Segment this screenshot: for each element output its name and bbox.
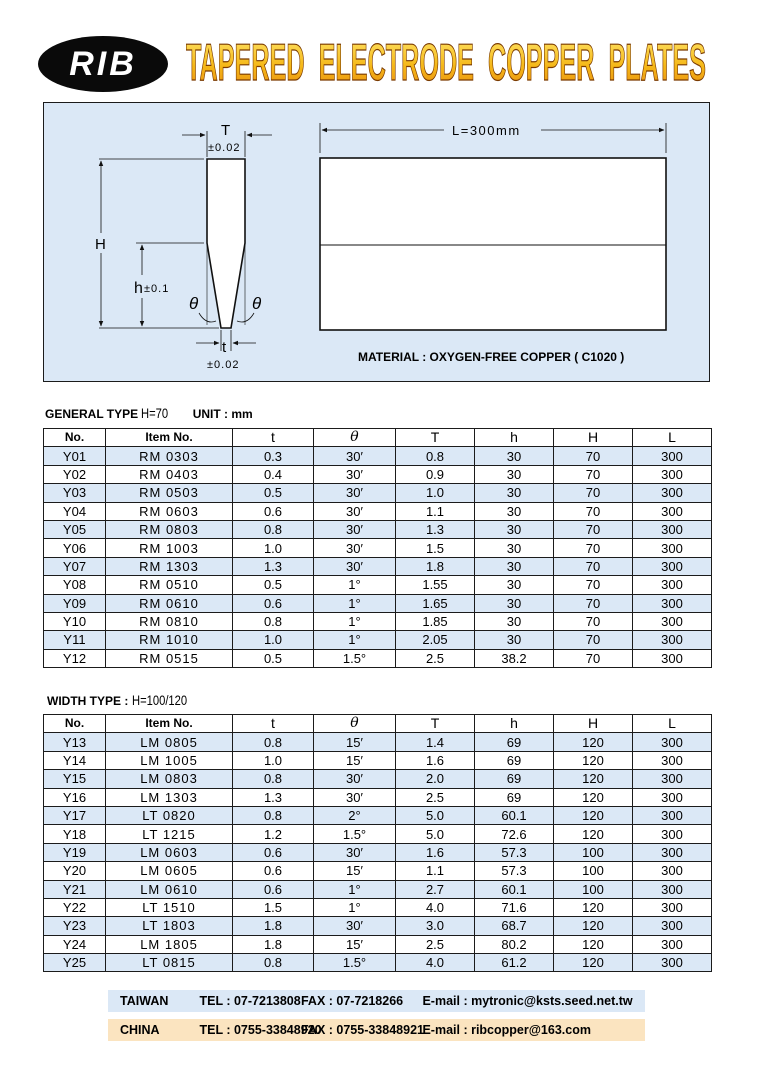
col-t-cell: 0.8 (233, 806, 314, 824)
col-no-cell: Y14 (44, 751, 106, 769)
width-type-h: H=100/120 (131, 692, 187, 708)
col-no-cell: Y25 (44, 954, 106, 972)
col-item-no-cell: LM 1805 (106, 935, 233, 953)
col-h-header: h (475, 715, 554, 733)
tolerance-T: ±0.02 (208, 142, 241, 154)
col-theta-cell: 1° (314, 594, 396, 612)
col-H-cell: 100 (554, 880, 633, 898)
table-row (44, 502, 712, 520)
col-H-cell: 70 (554, 557, 633, 575)
table-row (44, 612, 712, 630)
col-h-cell: 30 (475, 557, 554, 575)
col-item-no-cell: LM 0605 (106, 862, 233, 880)
col-T-cell: 1.6 (396, 751, 475, 769)
col-t-cell: 0.6 (233, 843, 314, 861)
col-t-cell: 0.3 (233, 447, 314, 465)
table-row (44, 806, 712, 824)
col-theta-cell: 1.5° (314, 825, 396, 843)
col-T-header: T (396, 429, 475, 447)
col-theta-cell: 30′ (314, 520, 396, 538)
col-L-cell: 300 (633, 843, 712, 861)
col-H-cell: 70 (554, 520, 633, 538)
col-no-cell: Y10 (44, 612, 106, 630)
col-T-cell: 2.5 (396, 788, 475, 806)
col-t-cell: 0.8 (233, 770, 314, 788)
col-h-cell: 30 (475, 484, 554, 502)
col-H-cell: 120 (554, 806, 633, 824)
col-h-cell: 30 (475, 502, 554, 520)
col-item-no-cell: RM 0810 (106, 612, 233, 630)
col-t-cell: 0.8 (233, 954, 314, 972)
table-row (44, 484, 712, 502)
col-T-cell: 1.8 (396, 557, 475, 575)
col-no-cell: Y18 (44, 825, 106, 843)
col-no-cell: Y01 (44, 447, 106, 465)
col-T-cell: 5.0 (396, 806, 475, 824)
col-item-no-cell: RM 1010 (106, 631, 233, 649)
col-no-cell: Y11 (44, 631, 106, 649)
table-row (44, 733, 712, 751)
col-h-cell: 30 (475, 594, 554, 612)
table-row (44, 954, 712, 972)
col-t-cell: 1.8 (233, 935, 314, 953)
table-row (44, 649, 712, 667)
col-H-cell: 70 (554, 649, 633, 667)
col-L-cell: 300 (633, 447, 712, 465)
col-item-no-cell: LT 1803 (106, 917, 233, 935)
col-theta-header: θ (314, 429, 396, 447)
col-H-cell: 70 (554, 631, 633, 649)
col-h-cell: 38.2 (475, 649, 554, 667)
table-row (44, 843, 712, 861)
col-theta-cell: 30′ (314, 557, 396, 575)
label-t: t (222, 339, 227, 356)
col-no-cell: Y19 (44, 843, 106, 861)
table-row (44, 751, 712, 769)
col-H-cell: 120 (554, 825, 633, 843)
col-no-cell: Y04 (44, 502, 106, 520)
col-no-cell: Y05 (44, 520, 106, 538)
table-row (44, 465, 712, 483)
col-no-cell: Y06 (44, 539, 106, 557)
general-type-h: H=70 (141, 405, 169, 421)
col-H-cell: 120 (554, 788, 633, 806)
col-H-cell: 70 (554, 594, 633, 612)
col-no-cell: Y17 (44, 806, 106, 824)
col-no-cell: Y16 (44, 788, 106, 806)
col-t-cell: 0.6 (233, 862, 314, 880)
label-h: h (134, 280, 143, 297)
col-H-header: H (554, 715, 633, 733)
col-T-cell: 4.0 (396, 954, 475, 972)
col-item-no-cell: LM 1005 (106, 751, 233, 769)
table-row (44, 788, 712, 806)
table-row (44, 862, 712, 880)
col-item-no-cell: LM 1303 (106, 788, 233, 806)
col-item-no-cell: RM 0610 (106, 594, 233, 612)
col-L-cell: 300 (633, 557, 712, 575)
col-T-cell: 2.0 (396, 770, 475, 788)
col-no-cell: Y09 (44, 594, 106, 612)
col-T-cell: 5.0 (396, 825, 475, 843)
col-H-cell: 70 (554, 465, 633, 483)
col-item-no-cell: LT 0820 (106, 806, 233, 824)
col-theta-cell: 30′ (314, 539, 396, 557)
plate-top-view (320, 158, 666, 330)
col-L-cell: 300 (633, 935, 712, 953)
col-theta-cell: 15′ (314, 751, 396, 769)
col-h-cell: 69 (475, 770, 554, 788)
col-L-cell: 300 (633, 502, 712, 520)
col-H-cell: 120 (554, 751, 633, 769)
col-t-cell: 1.2 (233, 825, 314, 843)
col-theta-cell: 1° (314, 880, 396, 898)
plate-profile (207, 159, 245, 328)
table-header (44, 429, 712, 447)
col-item-no-header: Item No. (106, 429, 233, 447)
col-no-cell: Y13 (44, 733, 106, 751)
col-theta-cell: 1.5° (314, 954, 396, 972)
col-item-no-cell: RM 1303 (106, 557, 233, 575)
col-H-cell: 70 (554, 502, 633, 520)
col-t-header: t (233, 715, 314, 733)
tolerance-h: ±0.1 (144, 283, 170, 295)
contact-location: CHINA (120, 1023, 160, 1037)
col-h-cell: 80.2 (475, 935, 554, 953)
col-H-cell: 120 (554, 954, 633, 972)
col-theta-cell: 15′ (314, 733, 396, 751)
col-t-cell: 1.8 (233, 917, 314, 935)
col-item-no-cell: LT 0815 (106, 954, 233, 972)
rib-logo (38, 36, 168, 92)
col-L-cell: 300 (633, 612, 712, 630)
col-t-cell: 1.3 (233, 788, 314, 806)
col-T-cell: 1.65 (396, 594, 475, 612)
col-H-cell: 70 (554, 539, 633, 557)
col-item-no-cell: LM 0603 (106, 843, 233, 861)
col-h-cell: 57.3 (475, 843, 554, 861)
col-no-cell: Y23 (44, 917, 106, 935)
col-L-cell: 300 (633, 788, 712, 806)
col-T-cell: 2.5 (396, 649, 475, 667)
col-L-cell: 300 (633, 484, 712, 502)
contact-china (108, 1019, 645, 1041)
col-t-cell: 0.8 (233, 733, 314, 751)
col-t-cell: 1.0 (233, 751, 314, 769)
table-row (44, 557, 712, 575)
col-T-cell: 1.55 (396, 576, 475, 594)
col-L-cell: 300 (633, 954, 712, 972)
col-theta-cell: 1° (314, 898, 396, 916)
table-row (44, 880, 712, 898)
col-H-cell: 120 (554, 770, 633, 788)
table-row (44, 917, 712, 935)
col-L-cell: 300 (633, 465, 712, 483)
col-T-cell: 1.1 (396, 862, 475, 880)
col-L-cell: 300 (633, 770, 712, 788)
col-item-no-cell: RM 0503 (106, 484, 233, 502)
col-T-cell: 1.1 (396, 502, 475, 520)
col-theta-cell: 30′ (314, 917, 396, 935)
col-item-no-cell: LM 0805 (106, 733, 233, 751)
col-item-no-cell: RM 1003 (106, 539, 233, 557)
col-T-cell: 0.9 (396, 465, 475, 483)
col-h-cell: 30 (475, 612, 554, 630)
col-H-cell: 100 (554, 843, 633, 861)
label-T: T (221, 122, 231, 139)
col-item-no-cell: RM 0510 (106, 576, 233, 594)
table-header (44, 715, 712, 733)
col-T-cell: 1.4 (396, 733, 475, 751)
logo-text: RIB (69, 45, 137, 83)
col-theta-cell: 30′ (314, 502, 396, 520)
col-L-cell: 300 (633, 733, 712, 751)
general-type-prefix: GENERAL TYPE (45, 407, 139, 421)
col-H-header: H (554, 429, 633, 447)
col-item-no-cell: LM 0610 (106, 880, 233, 898)
col-item-no-cell: LM 0803 (106, 770, 233, 788)
contact-tel: TEL : 0755-33848920 (199, 1023, 322, 1037)
col-theta-cell: 15′ (314, 862, 396, 880)
col-h-cell: 30 (475, 539, 554, 557)
contact-tel: TEL : 07-7213808 (199, 994, 301, 1008)
col-H-cell: 120 (554, 917, 633, 935)
col-no-header: No. (44, 715, 106, 733)
label-L: L=300mm (452, 123, 521, 138)
col-no-header: No. (44, 429, 106, 447)
contact-location: TAIWAN (120, 994, 169, 1008)
col-item-no-cell: RM 0603 (106, 502, 233, 520)
col-no-cell: Y20 (44, 862, 106, 880)
col-h-cell: 30 (475, 631, 554, 649)
col-L-cell: 300 (633, 631, 712, 649)
col-L-cell: 300 (633, 649, 712, 667)
col-h-cell: 61.2 (475, 954, 554, 972)
col-T-cell: 3.0 (396, 917, 475, 935)
col-h-cell: 69 (475, 788, 554, 806)
col-theta-cell: 1.5° (314, 649, 396, 667)
col-no-cell: Y07 (44, 557, 106, 575)
col-h-cell: 72.6 (475, 825, 554, 843)
unit-label: UNIT : mm (192, 407, 253, 421)
col-no-cell: Y03 (44, 484, 106, 502)
col-h-cell: 30 (475, 576, 554, 594)
col-no-cell: Y08 (44, 576, 106, 594)
col-T-cell: 2.7 (396, 880, 475, 898)
col-H-cell: 70 (554, 484, 633, 502)
contact-fax: FAX : 07-7218266 (300, 994, 404, 1008)
col-L-header: L (633, 429, 712, 447)
col-T-cell: 1.6 (396, 843, 475, 861)
col-item-no-cell: LT 1510 (106, 898, 233, 916)
col-H-cell: 120 (554, 733, 633, 751)
contact-email[interactable]: E-mail : mytronic@ksts.seed.net.tw (422, 994, 633, 1008)
contact-email[interactable]: E-mail : ribcopper@163.com (422, 1023, 591, 1037)
col-L-cell: 300 (633, 917, 712, 935)
col-h-cell: 69 (475, 751, 554, 769)
col-no-cell: Y15 (44, 770, 106, 788)
col-L-cell: 300 (633, 539, 712, 557)
tolerance-t: ±0.02 (207, 359, 240, 371)
col-t-cell: 0.5 (233, 576, 314, 594)
col-L-cell: 300 (633, 751, 712, 769)
col-theta-cell: 30′ (314, 465, 396, 483)
col-item-no-cell: RM 0803 (106, 520, 233, 538)
col-L-cell: 300 (633, 520, 712, 538)
table-row (44, 935, 712, 953)
col-h-cell: 30 (475, 465, 554, 483)
material-note: MATERIAL : OXYGEN-FREE COPPER ( C1020 ) (358, 350, 625, 364)
col-T-cell: 1.3 (396, 520, 475, 538)
col-L-cell: 300 (633, 594, 712, 612)
col-t-cell: 0.6 (233, 880, 314, 898)
col-theta-cell: 1° (314, 612, 396, 630)
col-item-no-cell: RM 0403 (106, 465, 233, 483)
col-t-cell: 0.6 (233, 502, 314, 520)
col-T-cell: 4.0 (396, 898, 475, 916)
table-row (44, 520, 712, 538)
col-L-cell: 300 (633, 862, 712, 880)
col-no-cell: Y12 (44, 649, 106, 667)
width-type-label (47, 692, 201, 708)
col-theta-cell: 2° (314, 806, 396, 824)
table-row (44, 447, 712, 465)
col-L-cell: 300 (633, 880, 712, 898)
label-theta-left: θ (189, 294, 199, 313)
col-theta-cell: 30′ (314, 484, 396, 502)
col-theta-cell: 30′ (314, 770, 396, 788)
col-no-cell: Y21 (44, 880, 106, 898)
col-T-header: T (396, 715, 475, 733)
col-no-cell: Y24 (44, 935, 106, 953)
col-theta-header: θ (314, 715, 396, 733)
col-H-cell: 100 (554, 862, 633, 880)
col-t-cell: 0.8 (233, 612, 314, 630)
col-H-cell: 70 (554, 576, 633, 594)
col-theta-cell: 15′ (314, 935, 396, 953)
col-T-cell: 2.05 (396, 631, 475, 649)
col-T-cell: 1.0 (396, 484, 475, 502)
contact-taiwan (108, 990, 645, 1012)
contact-fax: FAX : 0755-33848921 (300, 1023, 424, 1037)
col-h-header: h (475, 429, 554, 447)
width-type-prefix: WIDTH TYPE : (47, 694, 129, 708)
table-row (44, 594, 712, 612)
col-h-cell: 69 (475, 733, 554, 751)
col-h-cell: 30 (475, 520, 554, 538)
col-theta-cell: 30′ (314, 843, 396, 861)
label-theta-right: θ (252, 294, 262, 313)
general-type-table (43, 428, 712, 668)
col-item-no-cell: LT 1215 (106, 825, 233, 843)
table-row (44, 576, 712, 594)
col-t-cell: 1.0 (233, 631, 314, 649)
col-theta-cell: 1° (314, 576, 396, 594)
table-row (44, 539, 712, 557)
page-title-text: TAPERED ELECTRODE COPPER PLATES (186, 34, 706, 90)
page-title (186, 30, 746, 90)
col-L-cell: 300 (633, 576, 712, 594)
col-H-cell: 120 (554, 935, 633, 953)
col-h-cell: 57.3 (475, 862, 554, 880)
col-t-cell: 1.0 (233, 539, 314, 557)
col-t-cell: 0.4 (233, 465, 314, 483)
table-row (44, 770, 712, 788)
col-no-cell: Y22 (44, 898, 106, 916)
col-theta-cell: 30′ (314, 788, 396, 806)
col-h-cell: 68.7 (475, 917, 554, 935)
col-T-cell: 0.8 (396, 447, 475, 465)
col-t-cell: 0.6 (233, 594, 314, 612)
width-type-table (43, 714, 712, 972)
table-row (44, 898, 712, 916)
general-type-label (45, 405, 253, 421)
col-H-cell: 70 (554, 447, 633, 465)
col-t-cell: 1.3 (233, 557, 314, 575)
col-theta-cell: 30′ (314, 447, 396, 465)
col-item-no-cell: RM 0303 (106, 447, 233, 465)
col-t-cell: 0.8 (233, 520, 314, 538)
col-h-cell: 60.1 (475, 806, 554, 824)
col-T-cell: 1.85 (396, 612, 475, 630)
col-L-cell: 300 (633, 806, 712, 824)
col-theta-cell: 1° (314, 631, 396, 649)
col-h-cell: 71.6 (475, 898, 554, 916)
col-t-cell: 0.5 (233, 484, 314, 502)
col-item-no-header: Item No. (106, 715, 233, 733)
col-no-cell: Y02 (44, 465, 106, 483)
table-row (44, 825, 712, 843)
label-H: H (95, 236, 106, 253)
col-L-header: L (633, 715, 712, 733)
col-L-cell: 300 (633, 825, 712, 843)
col-H-cell: 120 (554, 898, 633, 916)
table-row (44, 631, 712, 649)
col-h-cell: 30 (475, 447, 554, 465)
col-t-cell: 1.5 (233, 898, 314, 916)
col-L-cell: 300 (633, 898, 712, 916)
col-T-cell: 1.5 (396, 539, 475, 557)
col-T-cell: 2.5 (396, 935, 475, 953)
col-item-no-cell: RM 0515 (106, 649, 233, 667)
col-t-cell: 0.5 (233, 649, 314, 667)
col-h-cell: 60.1 (475, 880, 554, 898)
dimension-diagram (43, 102, 710, 382)
col-H-cell: 70 (554, 612, 633, 630)
col-t-header: t (233, 429, 314, 447)
